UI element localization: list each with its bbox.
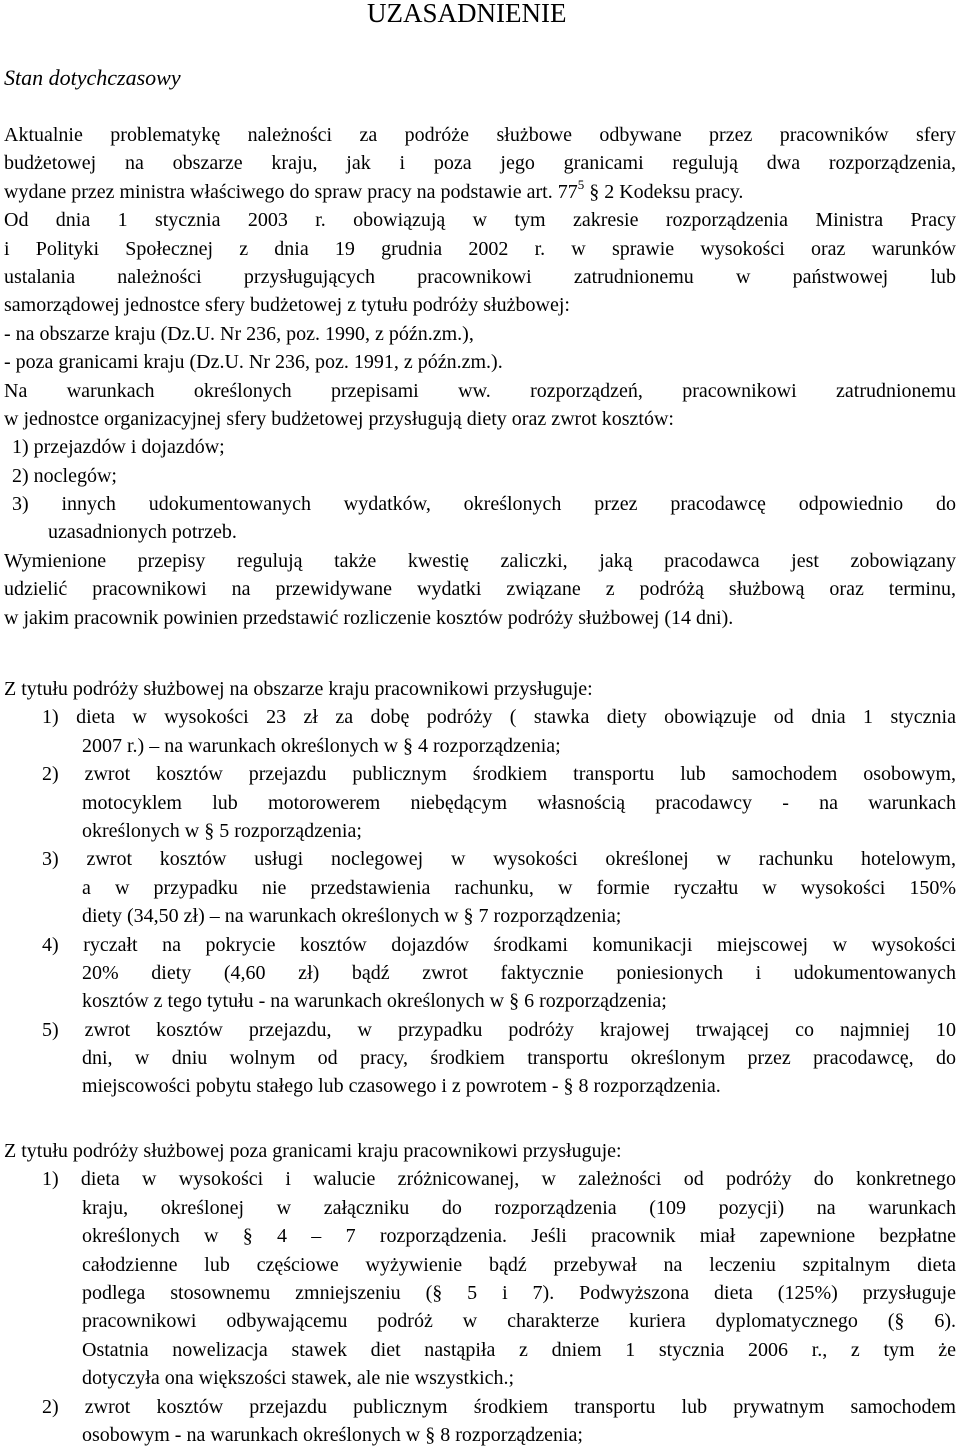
document-heading: UZASADNIENIE <box>367 0 567 28</box>
domestic-travel-section <box>4 675 956 1101</box>
list-item-continuation: miejscowości pobytu stałego lub czasowego i z powrotem - § 8 rozporządzenia. <box>82 1075 721 1098</box>
list-item-continuation: dni, w dniu wolnym od pracy, środkiem transportu określonym przez pracodawcę, do <box>82 1047 956 1070</box>
list-item-continuation: określonych w § 5 rozporządzenia; <box>82 819 362 842</box>
list-item-continuation: uzasadnionych potrzeb. <box>48 521 237 544</box>
text-line: samorządowej jednostce sfery budżetowej z tytułu podróży służbowej: <box>4 294 570 317</box>
list-item-continuation: podlega stosownemu zmniejszeniu (§ 5 i 7). Podwyższona dieta (125%) przysługuje <box>82 1281 956 1304</box>
text-line: - poza granicami kraju (Dz.U. Nr 236, poz. 1991, z późn.zm.). <box>4 351 503 374</box>
text-fragment: wydane przez ministra właściwego do spraw pracy na podstawie art. 77 <box>4 180 578 203</box>
text-line: Od dnia 1 stycznia 2003 r. obowiązują w tym zakresie rozporządzenia Ministra Pracy <box>4 209 956 232</box>
list-item-continuation: dotyczyła ona większości stawek, ale nie wszystkich.; <box>82 1367 515 1390</box>
list-item: 1) dieta w wysokości i walucie zróżnicowanej, w zależności od podróży do konkretnego <box>42 1168 956 1191</box>
list-item: 5) zwrot kosztów przejazdu, w przypadku podróży krajowej trwającej co najmniej 10 <box>42 1018 956 1041</box>
list-item-continuation: 20% diety (4,60 zł) bądź zwrot faktycznie poniesionych i udokumentowanych <box>82 961 956 984</box>
text-line: - na obszarze kraju (Dz.U. Nr 236, poz. 1990, z późn.zm.), <box>4 322 474 345</box>
list-item-continuation: 2007 r.) – na warunkach określonych w § 4 rozporządzenia; <box>82 734 561 757</box>
list-item: 3) zwrot kosztów usługi noclegowej w wysokości określonej w rachunku hotelowym, <box>42 848 956 871</box>
list-item-continuation: całodzienne lub częściowe wyżywienie bądź przebywał na leczeniu szpitalnym dieta <box>82 1253 956 1276</box>
text-line: w jakim pracownik powinien przedstawić rozliczenie kosztów podróży służbowej (14 dni). <box>4 606 734 629</box>
list-item: 2) zwrot kosztów przejazdu publicznym środkiem transportu lub samochodem osobowym, <box>42 763 956 786</box>
text-line: Aktualnie problematykę należności za podróże służbowe odbywane przez pracowników sfery <box>4 124 956 146</box>
section-intro: Z tytułu podróży służbowej poza granicami kraju pracownikowi przysługuje: <box>4 1140 622 1162</box>
list-item: 4) ryczałt na pokrycie kosztów dojazdów środkami komunikacji miejscowej w wysokości <box>42 933 956 956</box>
foreign-travel-section <box>4 1137 956 1449</box>
list-item-continuation: motocyklem lub motorowerem niebędącym własnością pracodawcy - na warunkach <box>82 791 956 814</box>
list-item-continuation: kraju, określonej w załączniku do rozporządzenia (109 pozycji) na warunkach <box>82 1196 956 1219</box>
list-item-continuation: określonych w § 4 – 7 rozporządzenia. Jeśli pracownik miał zapewnione bezpłatne <box>82 1225 956 1248</box>
list-item: 1) dieta w wysokości 23 zł za dobę podróży ( stawka diety obowiązuje od dnia 1 stycznia <box>42 706 956 729</box>
list-item-continuation: kosztów z tego tytułu - na warunkach określonych w § 6 rozporządzenia; <box>82 990 667 1013</box>
text-line <box>4 178 956 206</box>
text-line: udzielić pracownikowi na przewidywane wydatki związane z podróżą służbową oraz terminu, <box>4 578 956 601</box>
list-item: 2) noclegów; <box>12 464 117 487</box>
list-item: 2) zwrot kosztów przejazdu publicznym środkiem transportu lub prywatnym samochodem <box>42 1395 956 1418</box>
text-line: ustalania należności przysługujących pracownikowi zatrudnionemu w państwowej lub <box>4 265 956 288</box>
text-line: w jednostce organizacyjnej sfery budżetowej przysługują diety oraz zwrot kosztów: <box>4 407 674 430</box>
list-item-continuation: diety (34,50 zł) – na warunkach określonych w § 7 rozporządzenia; <box>82 905 622 928</box>
text-line: Wymienione przepisy regulują także kwestię zaliczki, jaką pracodawca jest zobowiązany <box>4 549 956 572</box>
section-title: Stan dotychczasowy <box>4 65 181 90</box>
list-item-continuation: osobowym - na warunkach określonych w § 8 rozporządzenia; <box>82 1423 583 1446</box>
text-line: budżetowej na obszarze kraju, jak i poza jego granicami regulują dwa rozporządzenia, <box>4 152 956 175</box>
list-item: 1) przejazdów i dojazdów; <box>12 436 225 459</box>
superscript: 5 <box>577 176 585 192</box>
list-item-continuation: a w przypadku nie przedstawienia rachunku, w formie ryczałtu w wysokości 150% <box>82 876 956 899</box>
text-fragment: § 2 Kodeksu pracy. <box>584 180 744 203</box>
section-intro: Z tytułu podróży służbowej na obszarze kraju pracownikowi przysługuje: <box>4 678 593 700</box>
current-state-section <box>4 121 956 632</box>
list-item: 3) innych udokumentowanych wydatków, określonych przez pracodawcę odpowiednio do <box>12 493 956 516</box>
text-line: i Polityki Społecznej z dnia 19 grudnia 2002 r. w sprawie wysokości oraz warunków <box>4 237 956 260</box>
text-line: Na warunkach określonych przepisami ww. rozporządzeń, pracownikowi zatrudnionemu <box>4 379 956 402</box>
list-item-continuation: pracownikowi odbywającemu podróż w charakterze kuriera dyplomatycznego (§ 6). <box>82 1310 956 1333</box>
list-item-continuation: Ostatnia nowelizacja stawek diet nastąpiła z dniem 1 stycznia 2006 r., z tym że <box>82 1338 956 1361</box>
